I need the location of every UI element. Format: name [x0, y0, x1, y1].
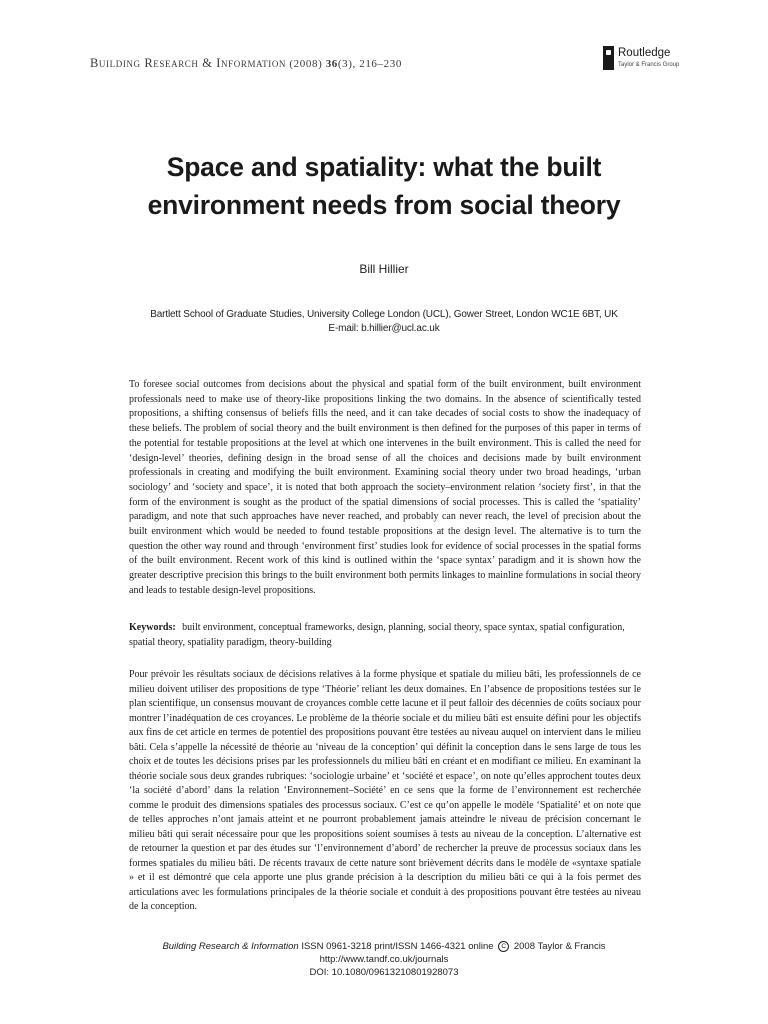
abstract-english: To foresee social outcomes from decisions about the physical and spatial form of the built environment, built environment professionals need to make use of theory-like propositions linking the two domains. In the absence of scientifically tested propositions, a shifting consensus of beliefs fills the need, and it can take decades of social costs to show the inadequacy of these beliefs. The problem of social theory and the built environment is then defined for the purposes of this paper in terms of the potential for testable propositions at the level at which one intervenes in the built environment. This is called the need for ‘design-level’ theories, defining design in the broad sense of all the choices and decisions made by built environment professionals in creating and modifying the built environment. Examining social theory under two broad headings, ‘urban sociology’ and ‘society and space’, it is noted that both approach the society–environment relation ‘society first’, in that the form of the environment is sought as the product of the spatial dimensions of social processes. This is called the ‘spatiality’ paradigm, and note that such approaches have never reached, and probably can never reach, the level of precision about the built environment which would be needed to found testable propositions at the design level. The alternative is to turn the question the other way round and through ‘environment first’ studies look for evidence of social processes in the spatial forms of the built environment. Recent work of this kind is outlined within the ‘space syntax’ paradigm and it is shown how the greater descriptive precision this brings to the built environment both permits linkages to mainline formulations in social theory and leads to testable design-level propositions.	[129, 379, 641, 596]
running-head-issue-pages: (3), 216–230	[337, 58, 402, 70]
keywords-list: built environment, conceptual frameworks, design, planning, social theory, space syntax, spatial configuration, spatial theory, spatiality paradigm, theory-building	[129, 622, 625, 648]
running-head-volume: 36	[325, 58, 338, 70]
publisher-group: Taylor & Francis Group	[618, 62, 680, 68]
running-head-year: (2008)	[289, 58, 323, 70]
footer-url[interactable]: http://www.tandf.co.uk/journals	[319, 954, 449, 965]
article-author: Bill Hillier	[359, 262, 409, 276]
footer-journal: Building Research & Information	[162, 941, 299, 952]
publisher-logo	[603, 44, 683, 74]
running-head-journal: Building Research & Information	[90, 56, 287, 70]
copyright-icon: C	[498, 941, 509, 952]
routledge-logo-icon	[603, 46, 614, 70]
article-title: Space and spatiality: what the built environment needs from social theory	[147, 152, 621, 220]
affiliation-address: Bartlett School of Graduate Studies, University College London (UCL), Gower Street, London WC1E 6BT, UK	[150, 309, 618, 320]
running-head	[90, 56, 402, 71]
footer-publication-line	[110, 940, 658, 953]
footer-issn: ISSN 0961-3218 print/ISSN 1466-4321 online	[301, 941, 494, 952]
keywords	[129, 620, 641, 650]
author-affiliation	[60, 308, 708, 336]
abstract-french: Pour prévoir les résultats sociaux de décisions relatives à la forme physique et spatiale du milieu bâti, les professionnels de ce milieu doivent utiliser des propositions de type ‘Théorie’ reliant les deux domaines. En l’absence de propositions testées sur le plan scientifique, un consensus mouvant de croyances comble cette lacune et il peut falloir des décennies de coûts sociaux pour montrer l’inadéquation de ces croyances. Le problème de la théorie sociale et du milieu bâti est ensuite défini pour les objectifs aux fins de cet article en termes de potentiel des propositions pouvant être testées au niveau auquel on intervient dans le milieu bâti. Cela s’appelle la nécessité de théorie au ‘niveau de la conception’ qui définit la conception dans le sens large de tous les choix et de toutes les décisions prises par les professionnels du milieu bâti en créant et en modifiant ce milieu. En examinant la théorie sociale sous deux grandes rubriques: ‘sociologie urbaine’ et ‘société et espace’, on note qu’elles approchent toutes deux ‘la société d’abord’ dans la relation ‘Environnement–Société’ en ce sens que la forme de l’environnement est recherchée comme le produit des dimensions spatiales des processus sociaux. C’est ce qu’on appelle le modèle ‘Spatialité’ et on note que de telles approches n’ont jamais atteint et ne pourront probablement jamais atteindre le niveau de précision concernant le milieu bâti qui serait nécessaire pour que les propositions soient soumises à tests au niveau de la conception. L’alternative est de retourner la question et par des études sur ‘l’environnement d’abord’ de rechercher la preuve de processus sociaux dans les formes spatiales du milieu bâti. De récents travaux de cette nature sont brièvement décrits dans le modèle de «syntaxe spatiale » et il est démontré que cela apporte une plus grande précision à la description du milieu bâti ce qui à la fois permet des articulations avec les formulations principales de la théorie sociale et conduit à des propositions pouvant être testées au niveau de la conception.	[129, 669, 641, 912]
keywords-label: Keywords:	[129, 622, 176, 633]
footer-copyright: 2008 Taylor & Francis	[513, 941, 606, 952]
page-footer	[110, 940, 658, 979]
footer-doi: DOI: 10.1080/09613210801928073	[309, 967, 459, 978]
publisher-name: Routledge	[618, 47, 671, 59]
author-email: E-mail: b.hillier@ucl.ac.uk	[328, 323, 440, 334]
